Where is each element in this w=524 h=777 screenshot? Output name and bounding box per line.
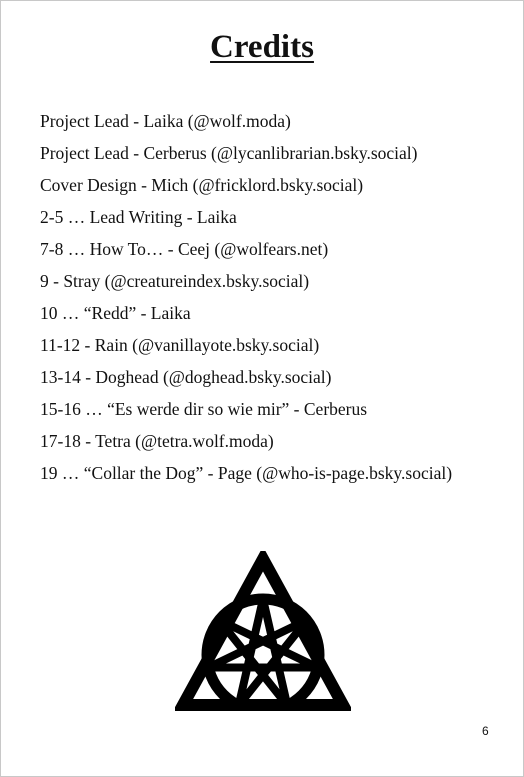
credit-line: 9 - Stray (@creatureindex.bsky.social) [40, 271, 310, 291]
credit-line: 11-12 - Rain (@vanillayote.bsky.social) [40, 335, 320, 355]
credit-line: 17-18 - Tetra (@tetra.wolf.moda) [40, 431, 274, 451]
page-title: Credits [210, 29, 314, 65]
credit-line: Project Lead - Laika (@wolf.moda) [40, 111, 291, 131]
credit-line: Cover Design - Mich (@fricklord.bsky.social) [40, 175, 364, 195]
credit-line: 7-8 … How To… - Ceej (@wolfears.net) [40, 239, 329, 259]
page-number: 6 [482, 724, 489, 738]
triangle-circle-heptagram-icon [175, 551, 351, 711]
credit-line: 15-16 … “Es werde dir so wie mir” - Cerberus [40, 399, 368, 419]
credit-line: 19 … “Collar the Dog” - Page (@who-is-page.bsky.social) [40, 463, 453, 483]
credit-line: 13-14 - Doghead (@doghead.bsky.social) [40, 367, 332, 387]
credits-list [40, 109, 452, 493]
credit-line: Project Lead - Cerberus (@lycanlibrarian.bsky.social) [40, 143, 418, 163]
credit-line: 10 … “Redd” - Laika [40, 303, 191, 323]
credit-line: 2-5 … Lead Writing - Laika [40, 207, 237, 227]
